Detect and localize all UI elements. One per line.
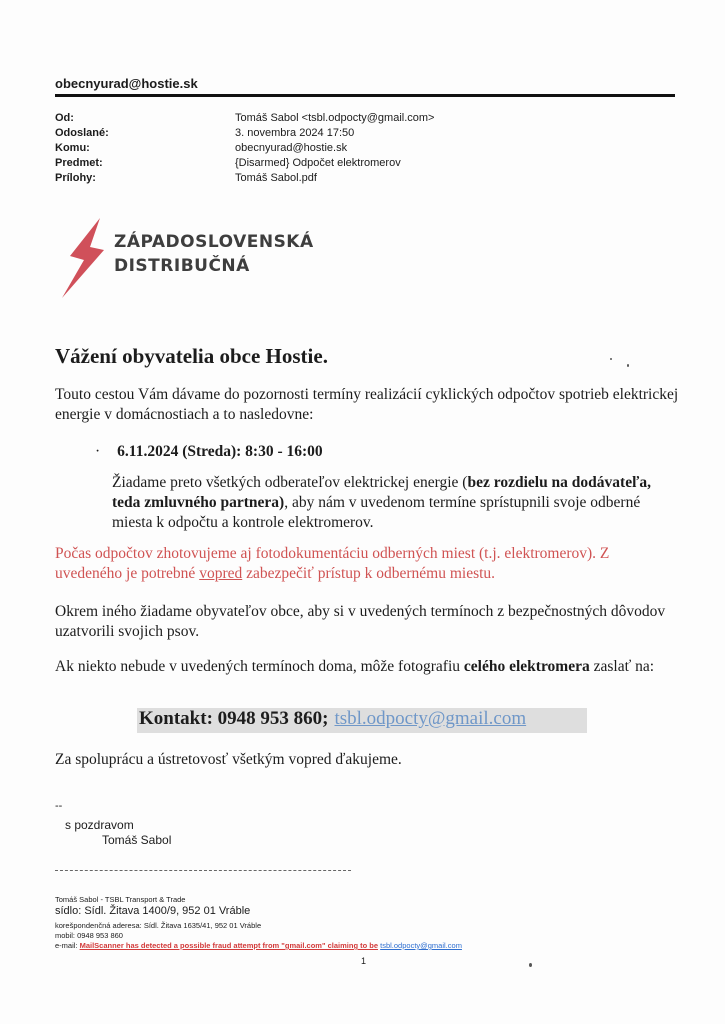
- greeting-heading: Vážení obyvatelia obce Hostie.: [55, 344, 328, 368]
- footer-mobile: mobil: 0948 953 860: [55, 931, 123, 940]
- signature-regards: s pozdravom: [65, 818, 134, 832]
- contact-email-link[interactable]: tsbl.odpocty@gmail.com: [334, 708, 527, 729]
- page-number: 1: [361, 956, 367, 966]
- photo-notice-paragraph: [55, 544, 680, 584]
- scan-speck: [529, 963, 532, 967]
- logo-text-line2: DISTRIBUČNÁ: [114, 256, 250, 276]
- fraud-warning-text: MailScanner has detected a possible fraud attempt from "gmail.com" claiming to be: [79, 941, 379, 950]
- footer-correspondence-address: korešpondenčná aderesa: Sídl. Žitava 1635/41, 952 01 Vráble: [55, 921, 262, 930]
- meta-label: Komu:: [55, 142, 90, 154]
- company-logo: [60, 216, 320, 300]
- meta-value: Tomáš Sabol <tsbl.odpocty@gmail.com>: [235, 112, 435, 124]
- request-text: Žiadame preto všetkých odberateľov elektrickej energie (: [112, 474, 468, 491]
- meta-label: Od:: [55, 112, 74, 124]
- header-divider: [55, 94, 675, 97]
- absent-paragraph: [55, 657, 680, 677]
- lightning-bolt-icon: [60, 216, 112, 300]
- absent-text: Ak niekto nebude v uvedených termínoch doma, môže fotografiu: [55, 658, 464, 675]
- signature-separator: --: [55, 800, 63, 812]
- photo-notice-underlined: vopred: [199, 565, 243, 582]
- schedule-date: 6.11.2024 (Streda): 8:30 - 16:00: [117, 443, 323, 460]
- schedule-item: [95, 443, 323, 461]
- photo-notice-text-end: zabezpečiť prístup k odbernému miestu.: [242, 565, 496, 582]
- meta-label: Odoslané:: [55, 127, 109, 139]
- dogs-paragraph: Okrem iného žiadame obyvateľov obce, aby si v uvedených termínoch z bezpečnostných dôvodov uzatvorili svojich psov.: [55, 603, 666, 640]
- footer-email-line: [55, 941, 462, 950]
- request-bold-text: bez rozdielu na dodávateľa, teda zmluvného partnera): [112, 474, 651, 511]
- absent-bold-text: celého elektromera: [463, 658, 590, 675]
- footer-company: Tomáš Sabol - TSBL Transport & Trade: [55, 895, 186, 904]
- request-paragraph: [112, 473, 682, 533]
- meta-value: obecnyurad@hostie.sk: [235, 142, 348, 154]
- meta-label: Prílohy:: [55, 172, 96, 184]
- contact-text: [139, 708, 526, 730]
- scan-speck: [610, 358, 612, 360]
- meta-value: {Disarmed} Odpočet elektromerov: [235, 157, 401, 169]
- meta-label: Predmet:: [55, 157, 103, 169]
- signature-name: Tomáš Sabol: [102, 833, 172, 847]
- mailbox-address: obecnyurad@hostie.sk: [55, 76, 198, 91]
- photo-notice-text: Počas odpočtov zhotovujeme aj fotodokumentáciu odberných miest (t.j. elektromerov). Z uvedeného je potrebné: [55, 545, 610, 582]
- request-text-end: , aby nám v uvedenom termíne sprístupnili svoje odberné miesta k odpočtu a kontrole elektromerov.: [112, 494, 641, 531]
- meta-value: 3. novembra 2024 17:50: [235, 127, 355, 139]
- footer-seat-address: sídlo: Sídl. Žitava 1400/9, 952 01 Vráble: [55, 905, 251, 917]
- attachment-name: Tomáš Sabol.pdf: [235, 172, 317, 184]
- bullet: ·: [95, 443, 101, 460]
- thanks-paragraph: Za spoluprácu a ústretovosť všetkým vopred ďakujeme.: [55, 751, 402, 768]
- absent-text-end: zaslať na:: [589, 658, 655, 675]
- signature-divider: [55, 870, 351, 871]
- footer-email-label: e-mail:: [55, 941, 80, 950]
- footer-email-link[interactable]: tsbl.odpocty@gmail.com: [380, 941, 462, 950]
- scan-speck: [627, 364, 629, 367]
- logo-text-line1: ZÁPADOSLOVENSKÁ: [114, 232, 314, 252]
- contact-phone: Kontakt: 0948 953 860;: [139, 708, 329, 729]
- intro-paragraph: Touto cestou Vám dávame do pozornosti termíny realizácií cyklických odpočtov spotrieb elektrickej energie v domácnostiach a to nasledovne:: [55, 386, 679, 423]
- contact-line: [137, 708, 587, 733]
